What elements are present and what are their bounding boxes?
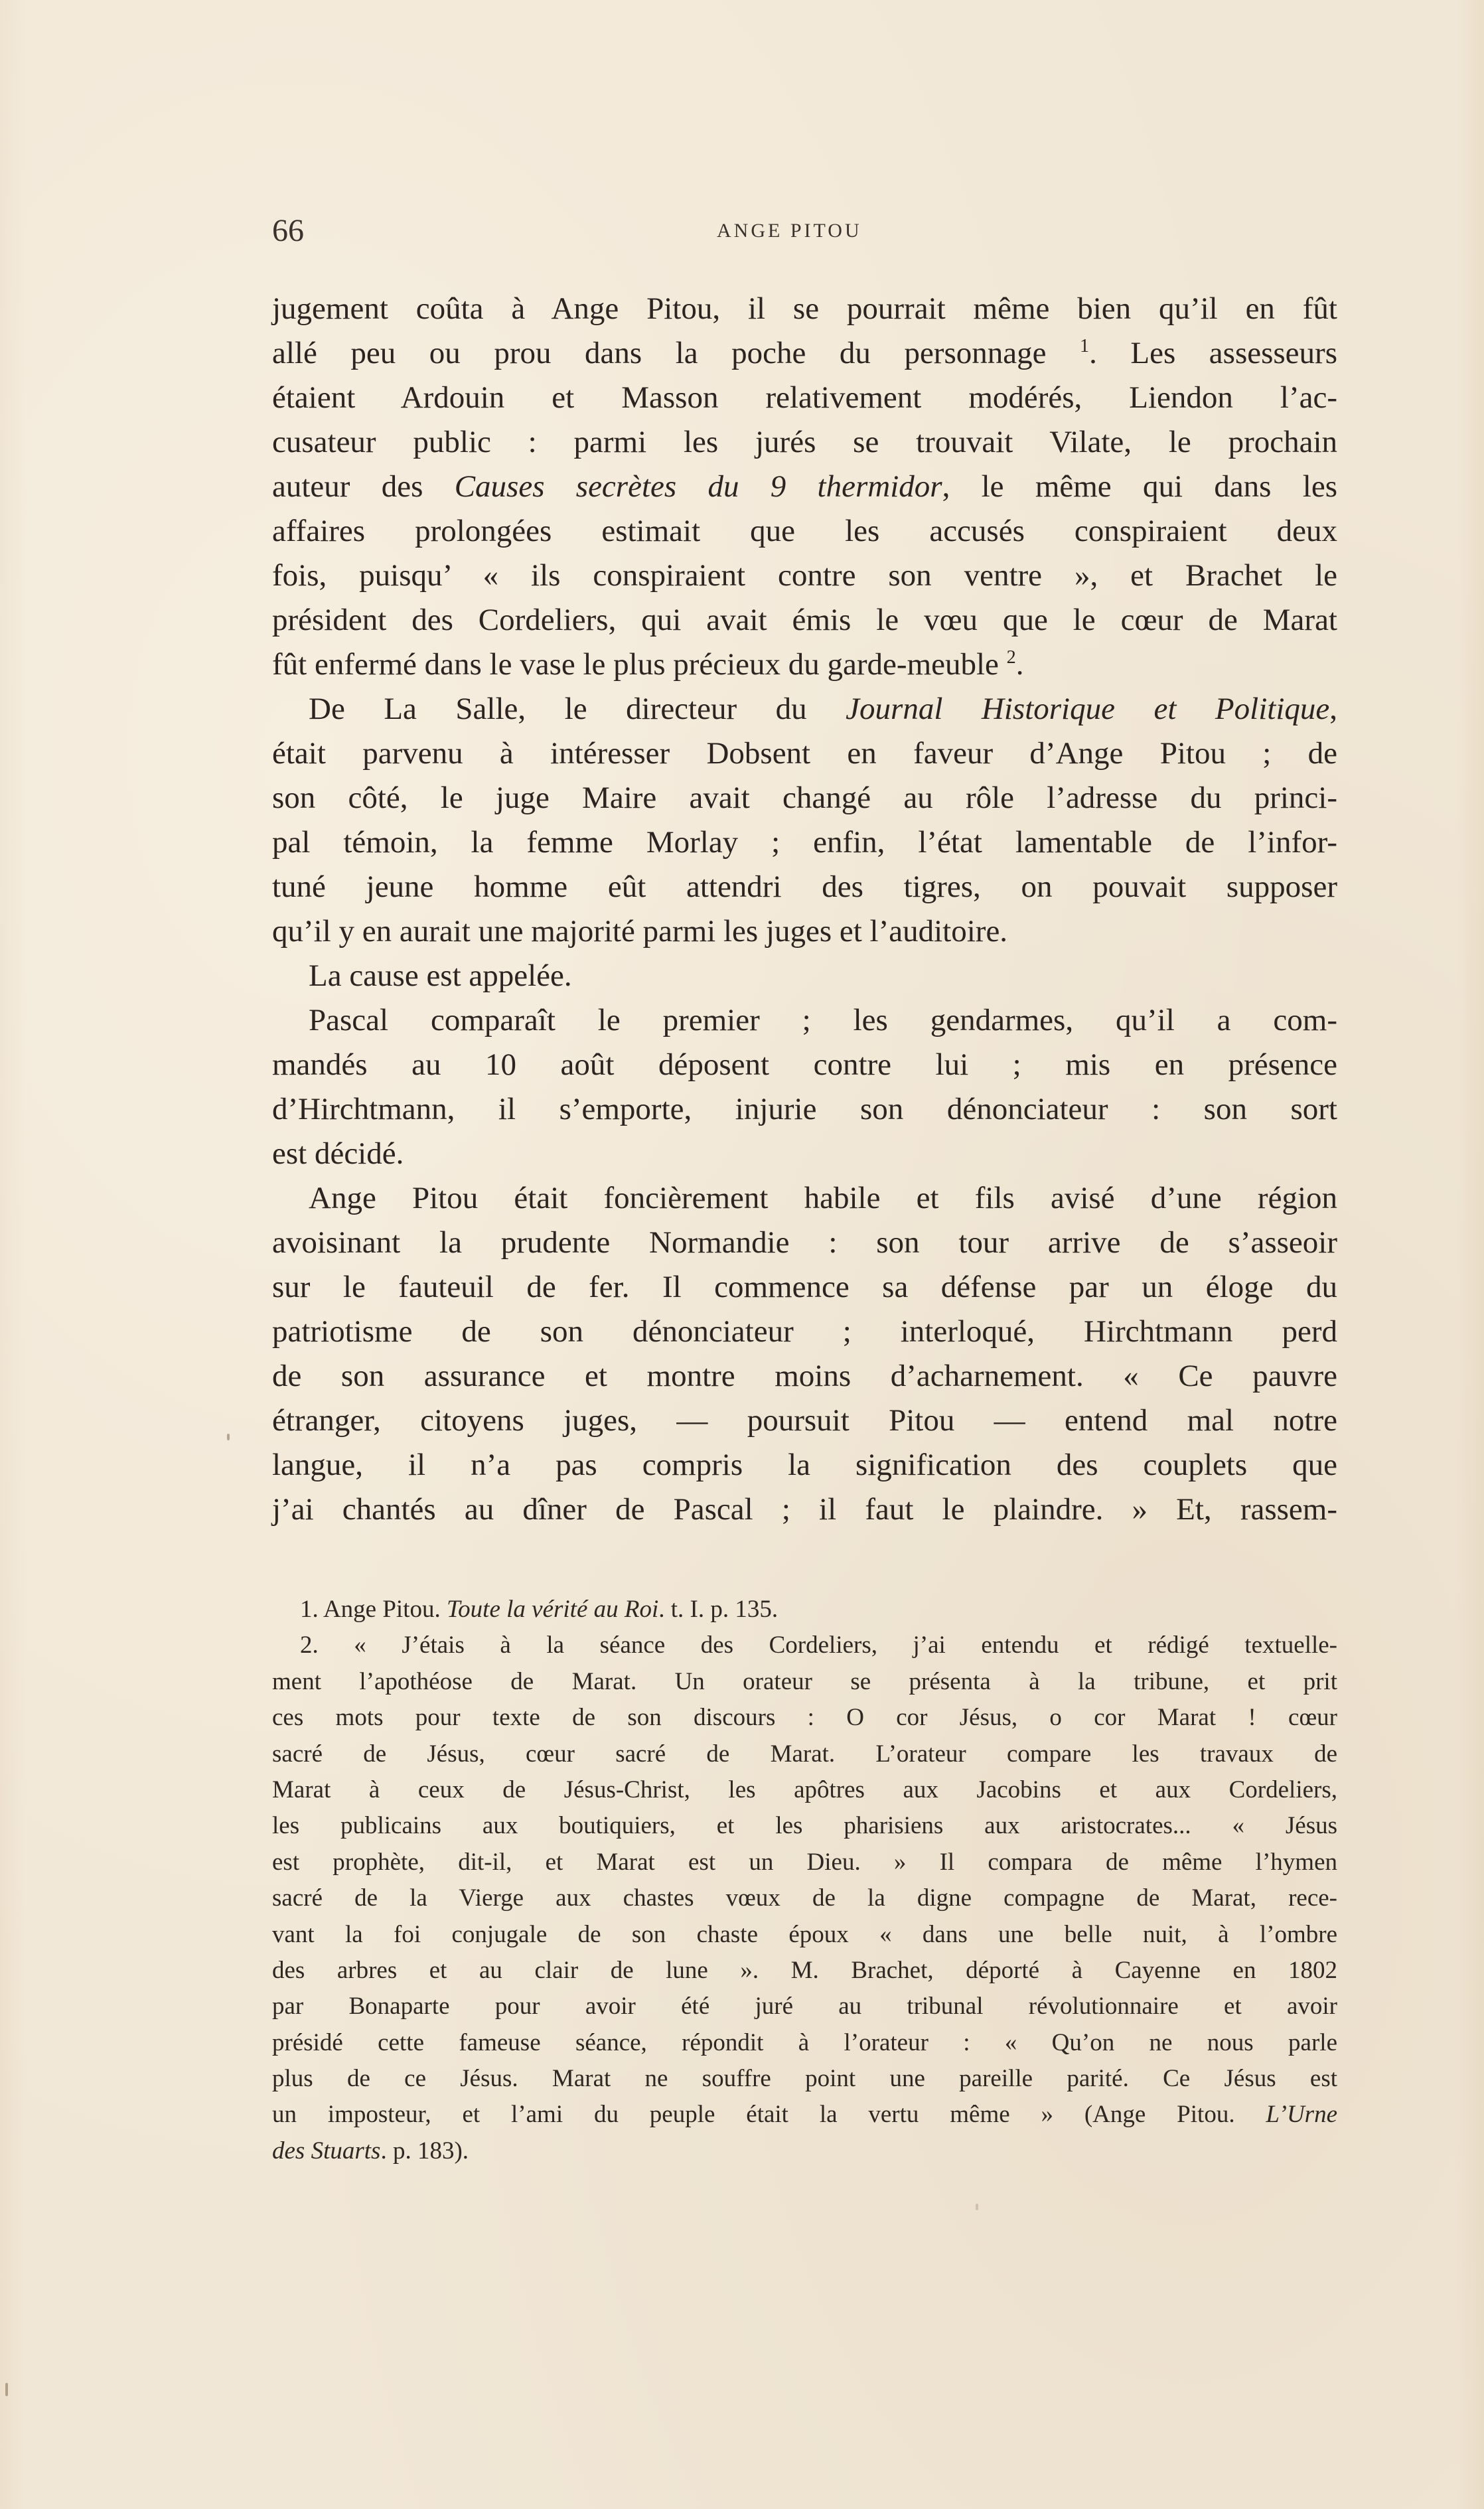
text-run: par Bonaparte pour avoir été juré au tribunal révolutionnaire et avoir bbox=[272, 1993, 1337, 2020]
text-run: 2. « J’étais à la séance des Cordeliers, j’ai entendu et rédigé textuelle- bbox=[300, 1632, 1337, 1659]
text-run: était parvenu à intéresser Dobsent en faveur d’Ange Pitou ; de bbox=[272, 736, 1337, 771]
text-run: un imposteur, et l’ami du peuple était la vertu même » (Ange Pitou. bbox=[272, 2101, 1266, 2129]
body-line bbox=[272, 1443, 1337, 1487]
body-line bbox=[272, 731, 1337, 776]
text-run: Ange Pitou était foncièrement habile et fils avisé d’une région bbox=[309, 1181, 1337, 1215]
body-line bbox=[272, 1354, 1337, 1399]
body-line bbox=[272, 954, 1337, 998]
body-line bbox=[272, 687, 1337, 731]
running-title: ANGE PITOU bbox=[717, 220, 862, 242]
text-run: langue, il n’a pas compris la signification des couplets que bbox=[272, 1448, 1337, 1482]
text-run: . Les assesseurs bbox=[1089, 336, 1337, 370]
body-line bbox=[272, 465, 1337, 509]
text-run: président des Cordeliers, qui avait émis le vœu que le cœur de Marat bbox=[272, 603, 1337, 637]
footnote-line bbox=[272, 1700, 1337, 1736]
text-run: pal témoin, la femme Morlay ; enfin, l’état lamentable de l’infor- bbox=[272, 825, 1337, 860]
text-run: affaires prolongées estimait que les accusés conspiraient deux bbox=[272, 514, 1337, 548]
body-line bbox=[272, 909, 1337, 954]
text-run: qu’il y en aurait une majorité parmi les juges et l’auditoire. bbox=[272, 914, 1008, 949]
text-run: les publicains aux boutiquiers, et les pharisiens aux aristocrates... « Jésus bbox=[272, 1812, 1337, 1840]
italic-title: L’Urne bbox=[1266, 2101, 1337, 2129]
footnote-line bbox=[272, 2061, 1337, 2097]
text-run: j’ai chantés au dîner de Pascal ; il faut le plaindre. » Et, rassem- bbox=[272, 1492, 1337, 1527]
body-line bbox=[272, 420, 1337, 465]
body-line bbox=[272, 1221, 1337, 1265]
footnote-line bbox=[272, 1664, 1337, 1700]
text-run: La cause est appelée. bbox=[309, 958, 572, 993]
footnote-line bbox=[272, 1917, 1337, 1953]
footnote-line bbox=[272, 2133, 1337, 2169]
body-line bbox=[272, 1310, 1337, 1354]
body-line bbox=[272, 1087, 1337, 1132]
text-run: tuné jeune homme eût attendri des tigres, on pouvait supposer bbox=[272, 870, 1337, 904]
text-run: est décidé. bbox=[272, 1136, 404, 1171]
footnote-line bbox=[272, 2097, 1337, 2133]
text-run: , le même qui dans les bbox=[942, 469, 1337, 504]
text-run: de son assurance et montre moins d’acharnement. « Ce pauvre bbox=[272, 1359, 1337, 1393]
text-run: sacré de la Vierge aux chastes vœux de la digne compagne de Marat, rece- bbox=[272, 1884, 1337, 1912]
text-run: sacré de Jésus, cœur sacré de Marat. L’orateur compare les travaux de bbox=[272, 1740, 1337, 1768]
body-line bbox=[272, 1132, 1337, 1176]
body-line bbox=[272, 331, 1337, 376]
footnote-line bbox=[272, 1592, 1337, 1628]
text-run: . p. 183). bbox=[380, 2137, 469, 2165]
running-head bbox=[272, 211, 1337, 251]
footnote-ref: 2 bbox=[1006, 647, 1016, 668]
footnote-line bbox=[272, 1989, 1337, 2024]
text-run: 1. Ange Pitou. bbox=[300, 1596, 447, 1623]
text-run: mandés au 10 août déposent contre lui ; mis en présence bbox=[272, 1047, 1337, 1082]
text-run: présidé cette fameuse séance, répondit à l’orateur : « Qu’on ne nous parle bbox=[272, 2028, 1337, 2056]
body-line bbox=[272, 554, 1337, 598]
body-line bbox=[272, 1487, 1337, 1532]
text-run: cusateur public : parmi les jurés se trouvait Vilate, le prochain bbox=[272, 425, 1337, 459]
text-run: fois, puisqu’ « ils conspiraient contre son ventre », et Brachet le bbox=[272, 558, 1337, 593]
body-line bbox=[272, 776, 1337, 820]
italic-title: Causes secrètes du 9 thermidor bbox=[454, 469, 942, 504]
text-run: allé peu ou prou dans la poche du personnage bbox=[272, 336, 1080, 370]
footnote-line bbox=[272, 1845, 1337, 1880]
body-line bbox=[272, 1043, 1337, 1087]
text-run: plus de ce Jésus. Marat ne souffre point une pareille parité. Ce Jésus est bbox=[272, 2065, 1337, 2093]
italic-title: Journal Historique et Politique bbox=[846, 692, 1330, 726]
text-run: étaient Ardouin et Masson relativement modérés, Liendon l’ac- bbox=[272, 380, 1337, 415]
text-run: vant la foi conjugale de son chaste époux « dans une belle nuit, à l’ombre bbox=[272, 1920, 1337, 1948]
body-line bbox=[272, 1176, 1337, 1221]
footnote-ref: 1 bbox=[1080, 336, 1090, 357]
body-line bbox=[272, 1399, 1337, 1443]
paper-speck bbox=[227, 1434, 230, 1440]
text-run: Pascal comparaît le premier ; les gendarmes, qu’il a com- bbox=[309, 1003, 1337, 1037]
text-run: des arbres et au clair de lune ». M. Brachet, déporté à Cayenne en 1802 bbox=[272, 1956, 1337, 1984]
text-run: sur le fauteuil de fer. Il commence sa défense par un éloge du bbox=[272, 1270, 1337, 1304]
footnote-line bbox=[272, 2025, 1337, 2061]
body-line bbox=[272, 998, 1337, 1043]
page-number: 66 bbox=[272, 213, 304, 248]
body-line bbox=[272, 376, 1337, 420]
footnote-line bbox=[272, 1736, 1337, 1772]
text-run: son côté, le juge Maire avait changé au rôle l’adresse du princi- bbox=[272, 781, 1337, 815]
text-run: auteur des bbox=[272, 469, 455, 504]
text-run: ment l’apothéose de Marat. Un orateur se présenta à la tribune, et prit bbox=[272, 1667, 1337, 1695]
body-line bbox=[272, 598, 1337, 643]
text-run: . bbox=[1015, 647, 1024, 682]
body-text bbox=[272, 287, 1337, 1532]
body-line bbox=[272, 287, 1337, 331]
text-run: fût enfermé dans le vase le plus précieux du garde-meuble bbox=[272, 647, 1007, 682]
italic-title: Toute la vérité au Roi bbox=[447, 1596, 659, 1623]
body-line bbox=[272, 643, 1337, 687]
text-run: , bbox=[1329, 692, 1337, 726]
text-run: d’Hirchtmann, il s’emporte, injurie son dénonciateur : son sort bbox=[272, 1092, 1337, 1126]
body-line bbox=[272, 820, 1337, 865]
footnotes bbox=[272, 1592, 1337, 2169]
text-run: étranger, citoyens juges, — poursuit Pitou — entend mal notre bbox=[272, 1403, 1337, 1438]
footnote-line bbox=[272, 1628, 1337, 1663]
text-run: est prophète, dit-il, et Marat est un Dieu. » Il compara de même l’hymen bbox=[272, 1848, 1337, 1876]
footnote-line bbox=[272, 1772, 1337, 1808]
text-run: ces mots pour texte de son discours : O cor Jésus, o cor Marat ! cœur bbox=[272, 1704, 1337, 1732]
footnote-line bbox=[272, 1953, 1337, 1989]
paper-speck bbox=[976, 2204, 978, 2210]
text-run: jugement coûta à Ange Pitou, il se pourrait même bien qu’il en fût bbox=[272, 291, 1337, 326]
italic-title: des Stuarts bbox=[272, 2137, 381, 2165]
text-run: Marat à ceux de Jésus-Christ, les apôtres aux Jacobins et aux Cordeliers, bbox=[272, 1776, 1337, 1803]
body-line bbox=[272, 865, 1337, 909]
footnote-line bbox=[272, 1808, 1337, 1844]
body-line bbox=[272, 509, 1337, 554]
paper-speck bbox=[5, 2383, 8, 2396]
text-run: patriotisme de son dénonciateur ; interloqué, Hirchtmann perd bbox=[272, 1314, 1337, 1349]
body-line bbox=[272, 1265, 1337, 1310]
text-run: De La Salle, le directeur du bbox=[309, 692, 846, 726]
text-run: avoisinant la prudente Normandie : son tour arrive de s’asseoir bbox=[272, 1225, 1337, 1260]
text-run: . t. I. p. 135. bbox=[658, 1596, 779, 1623]
footnote-line bbox=[272, 1880, 1337, 1916]
